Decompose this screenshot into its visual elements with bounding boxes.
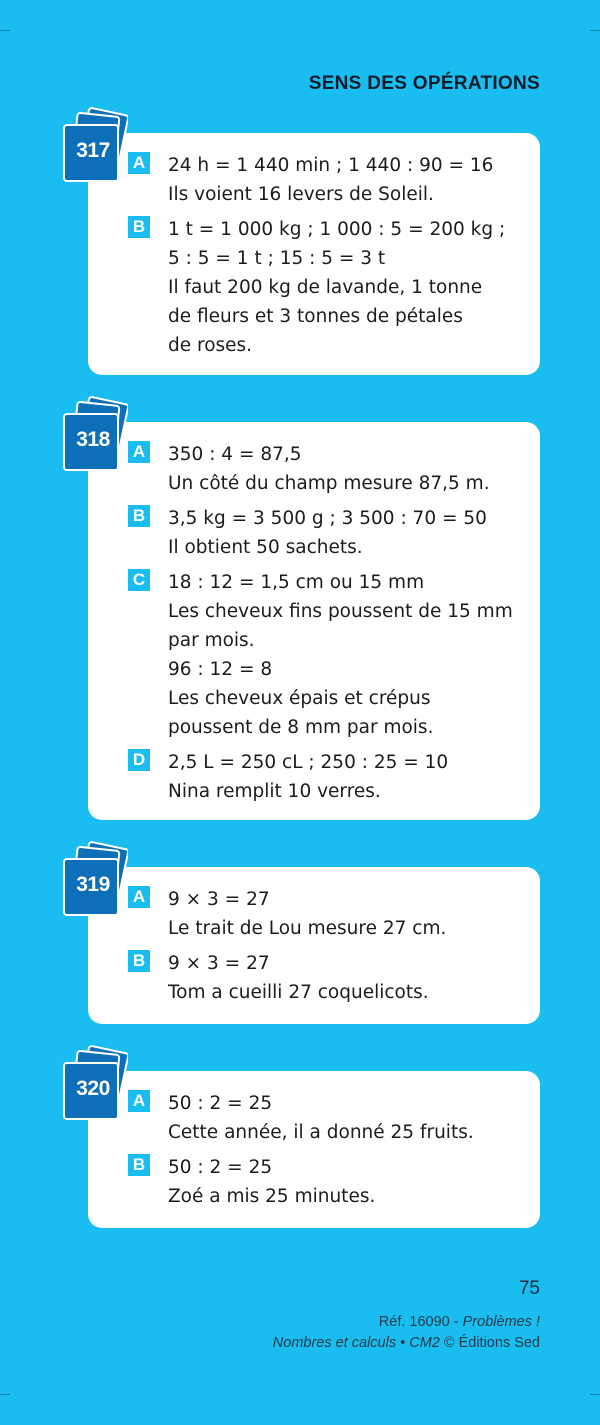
answer-lines (168, 1153, 530, 1211)
answer-line: Cette année, il a donné 25 fruits. (168, 1122, 474, 1143)
answer-item (128, 1153, 530, 1211)
answer-item (128, 748, 530, 806)
section-title: SENS DES OPÉRATIONS (308, 73, 540, 94)
answer-card-318 (88, 422, 540, 820)
crop-mark-top-right (590, 30, 600, 41)
problem-number: 320 (76, 1077, 110, 1100)
crop-mark-top-left (0, 30, 10, 41)
answer-line: Il faut 200 kg de lavande, 1 tonne (168, 277, 483, 298)
footer-copyright: © Éditions Sed (439, 1335, 540, 1351)
answer-line: de roses. (168, 335, 253, 356)
answer-item (128, 504, 530, 562)
item-letter-badge: C (128, 569, 150, 591)
answer-line: 3,5 kg = 3 500 g ; 3 500 : 70 = 50 (168, 508, 487, 529)
answer-line: 24 h = 1 440 min ; 1 440 : 90 = 16 (168, 155, 494, 176)
answer-line: 1 t = 1 000 kg ; 1 000 : 5 = 200 kg ; (168, 219, 506, 240)
answer-card-320 (88, 1071, 540, 1228)
problem-number: 317 (76, 139, 110, 162)
answer-card-317 (88, 133, 540, 375)
answer-line: Zoé a mis 25 minutes. (168, 1186, 376, 1207)
answer-lines (168, 1089, 530, 1147)
item-letter-badge: A (128, 886, 150, 908)
answer-line: 50 : 2 = 25 (168, 1157, 273, 1178)
answer-line: 2,5 L = 250 cL ; 250 : 25 = 10 (168, 752, 449, 773)
answer-line: de fleurs et 3 tonnes de pétales (168, 306, 463, 327)
footer-line-2 (273, 1333, 540, 1354)
page-number: 75 (518, 1278, 540, 1299)
answer-item (128, 568, 530, 742)
answer-item (128, 440, 530, 498)
answer-card-319 (88, 867, 540, 1024)
answer-line: Le trait de Lou mesure 27 cm. (168, 918, 447, 939)
item-letter-badge: A (128, 152, 150, 174)
footer-line-1 (273, 1312, 540, 1333)
answer-lines (168, 748, 530, 806)
answer-line: Il obtient 50 sachets. (168, 537, 363, 558)
footer-subtitle: Nombres et calculs • CM2 (272, 1335, 440, 1351)
answer-line: 9 × 3 = 27 (168, 953, 270, 974)
answer-line: Tom a cueilli 27 coquelicots. (168, 982, 429, 1003)
answer-lines (168, 215, 530, 360)
answer-line: 96 : 12 = 8 (168, 659, 273, 680)
answer-item (128, 151, 530, 209)
answer-item (128, 885, 530, 943)
answer-lines (168, 885, 530, 943)
answer-line: 18 : 12 = 1,5 cm ou 15 mm (168, 572, 425, 593)
footer-ref: Réf. 16090 - (378, 1314, 463, 1330)
answer-line: poussent de 8 mm par mois. (168, 717, 434, 738)
crop-mark-bottom-left (0, 1384, 10, 1395)
problem-number-badge-318 (62, 394, 128, 476)
answer-lines (168, 151, 530, 209)
answer-line: par mois. (168, 630, 255, 651)
answer-lines (168, 504, 530, 562)
answer-line: Nina remplit 10 verres. (168, 781, 381, 802)
answer-item (128, 1089, 530, 1147)
answer-lines (168, 568, 530, 742)
item-letter-badge: D (128, 749, 150, 771)
answer-line: 50 : 2 = 25 (168, 1093, 273, 1114)
answer-line: 9 × 3 = 27 (168, 889, 270, 910)
footer (273, 1312, 540, 1354)
problem-number: 318 (76, 428, 110, 451)
problem-number-badge-319 (62, 839, 128, 921)
answer-lines (168, 949, 530, 1007)
item-letter-badge: B (128, 216, 150, 238)
item-letter-badge: A (128, 1090, 150, 1112)
answer-line: Un côté du champ mesure 87,5 m. (168, 473, 490, 494)
answer-item (128, 215, 530, 360)
item-letter-badge: A (128, 441, 150, 463)
problem-number-badge-317 (62, 105, 128, 187)
footer-title: Problèmes ! (462, 1314, 540, 1330)
answer-line: 5 : 5 = 1 t ; 15 : 5 = 3 t (168, 248, 386, 269)
item-letter-badge: B (128, 950, 150, 972)
problem-number: 319 (76, 873, 110, 896)
crop-mark-bottom-right (590, 1384, 600, 1395)
answer-line: Les cheveux fins poussent de 15 mm (168, 601, 513, 622)
problem-number-badge-320 (62, 1043, 128, 1125)
answer-item (128, 949, 530, 1007)
item-letter-badge: B (128, 505, 150, 527)
answer-line: Ils voient 16 levers de Soleil. (168, 184, 434, 205)
item-letter-badge: B (128, 1154, 150, 1176)
answer-lines (168, 440, 530, 498)
answer-line: Les cheveux épais et crépus (168, 688, 431, 709)
answer-line: 350 : 4 = 87,5 (168, 444, 302, 465)
